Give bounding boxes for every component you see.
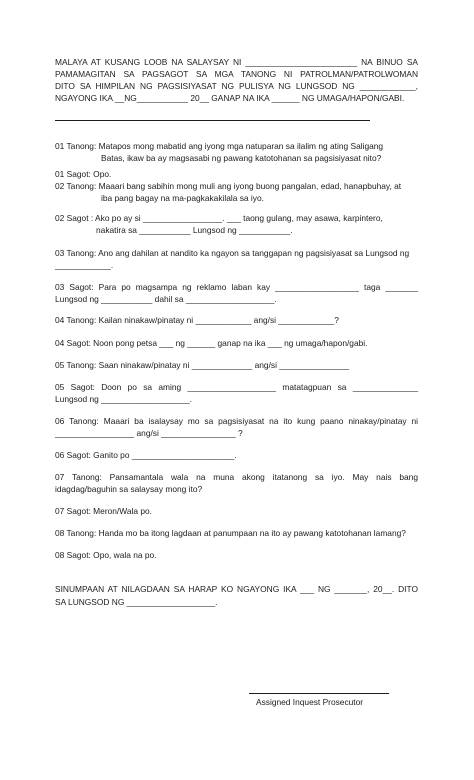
answer-08: 08 Sagot: Opo, wala na po. (55, 550, 157, 560)
answer-03-line-2: Lungsod ng ___________ dahil sa ___________________. (55, 294, 277, 304)
question-08: 08 Tanong: Handa mo ba itong lagdaan at panumpaan na ito ay pawang katotohanan lamang? (55, 528, 406, 538)
question-02-line-2: iba pang bagay na ma-pagkakakilala sa iyo. (101, 193, 264, 203)
header-line-3: DITO SA HIMPILAN NG PAGSISIYASAT NG PULISYA NG LUNGSOD NG ____________, (55, 81, 418, 91)
question-01-line-1: 01 Tanong: Matapos mong mabatid ang iyong mga natuparan sa ilalim ng ating Saligang (55, 141, 384, 151)
header-line-1: MALAYA AT KUSANG LOOB NA SALAYSAY NI ________________________ NA BINUO SA (55, 57, 418, 67)
oath-line-1: SINUMPAAN AT NILAGDAAN SA HARAP KO NGAYONG IKA ___ NG _______, 20__. DITO (55, 584, 418, 594)
question-06-line-1: 06 Tanong: Maaari ba isalaysay mo sa pagsisiyasat na ito kung paano ninakay/pinatay ni (55, 416, 418, 426)
question-02-line-1: 02 Tanong: Maaari bang sabihin mong muli ang iyong buong pangalan, edad, hanapbuhay, at (55, 181, 402, 191)
oath-line-2: SA LUNGSOD NG ___________________. (55, 597, 218, 607)
answer-05-line-1: 05 Sagot: Doon po sa aming ___________________ matatagpuan sa ______________ (55, 382, 418, 392)
signature-label: Assigned Inquest Prosecutor (256, 697, 364, 707)
answer-03-line-1: 03 Sagot: Para po magsampa ng reklamo laban kay __________________ taga _______ (55, 282, 418, 292)
answer-02-line-1: 02 Sagot : Ako po ay si _________________. ___ taong gulang, may asawa, karpintero, (55, 213, 383, 223)
header-line-2: PAMAMAGITAN SA PAGSAGOT SA MGA TANONG NI PATROLMAN/PATROLWOMAN (55, 69, 418, 79)
answer-04: 04 Sagot: Noon pong petsa ___ ng ______ ganap na ika ___ ng umaga/hapon/gabi. (55, 338, 368, 348)
question-03-line-2: ____________. (55, 260, 114, 270)
question-03-line-1: 03 Tanong: Ano ang dahilan at nandito ka ngayon sa tanggapan ng pagsisiyasat sa Lungsod ng (55, 248, 410, 258)
question-04: 04 Tanong: Kailan ninakaw/pinatay ni ____________ ang/si ____________? (55, 315, 339, 325)
question-06-line-2: _________________ ang/si ________________ ? (55, 428, 243, 438)
question-01-line-2: Batas, ikaw ba ay magsasabi ng pawang katotohanan sa pagsisiyasat nito? (101, 153, 382, 163)
question-05: 05 Tanong: Saan ninakaw/pinatay ni _____________ ang/si _______________ (55, 360, 350, 370)
question-07-line-2: idagdag/baguhin sa salaysay mong ito? (55, 484, 203, 494)
answer-02-line-2: nakatira sa ___________ Lungsod ng ___________. (96, 225, 293, 235)
header-line-4: NGAYONG IKA __NG___________ 20__ GANAP NA IKA ______ NG UMAGA/HAPON/GABI. (55, 93, 405, 103)
signature-line (249, 693, 389, 694)
header-divider (55, 120, 370, 121)
answer-06: 06 Sagot: Ganito po ______________________. (55, 450, 237, 460)
question-07-line-1: 07 Tanong: Pansamantala wala na muna akong itatanong sa iyo. May nais bang (55, 472, 418, 482)
answer-01: 01 Sagot: Opo. (55, 169, 112, 179)
answer-07: 07 Sagot: Meron/Wala po. (55, 506, 152, 516)
answer-05-line-2: Lungsod ng ___________________. (55, 394, 192, 404)
